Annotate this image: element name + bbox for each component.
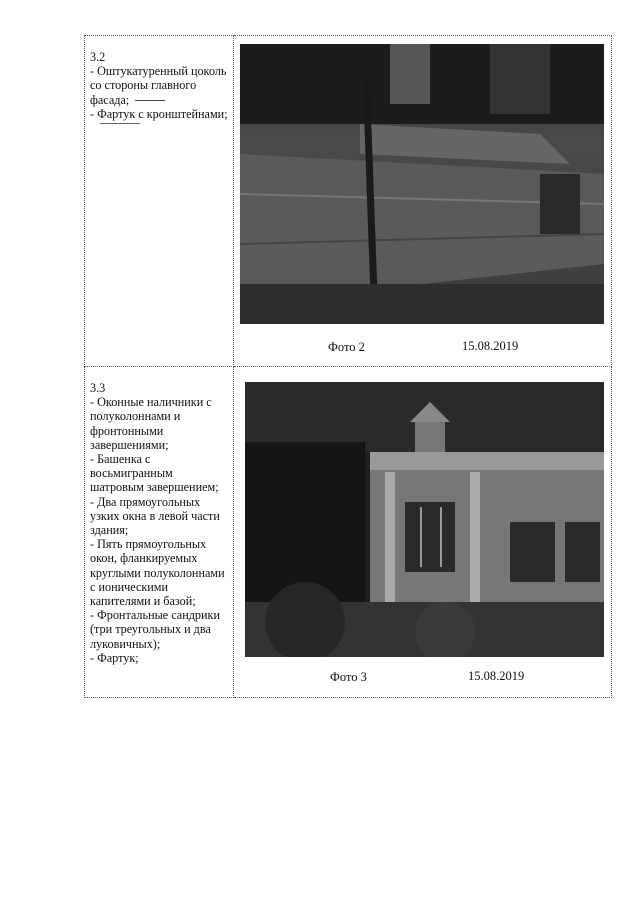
description-cell xyxy=(85,36,234,367)
underline-mark xyxy=(135,100,165,101)
feature-item: - Оштукатуренный цоколь со стороны главного фасада; xyxy=(90,64,227,107)
photo-2-date: 15.08.2019 xyxy=(462,339,519,353)
description-cell xyxy=(85,367,234,698)
photo-3-image xyxy=(245,382,604,657)
feature-item: - Фартук; xyxy=(90,650,139,665)
photo-3-date: 15.08.2019 xyxy=(468,669,525,683)
feature-item: - Башенка с восьмигранным шатровым завершением; xyxy=(90,452,219,495)
item-number: 3.3 xyxy=(90,381,106,395)
photo-2-image xyxy=(240,44,604,324)
feature-item: - Два прямоугольных узких окна в левой части здания; xyxy=(90,494,220,538)
photo-2-label: Фото 2 xyxy=(328,340,365,354)
underline-mark xyxy=(100,123,140,124)
feature-item: - Пять прямоугольных окон, фланкируемых круглыми полуколоннами с ионическими капителями и базой; xyxy=(90,537,225,609)
feature-item: - Фронтальные сандрики (три треугольных и два луковичных); xyxy=(90,608,220,651)
item-number: 3.2 xyxy=(90,50,106,64)
feature-item: - Фартук с кронштейнами; xyxy=(90,106,228,121)
photo-3-label: Фото 3 xyxy=(330,670,367,684)
feature-item: - Оконные наличники с полуколоннами и фронтонными завершениями; xyxy=(90,395,212,452)
